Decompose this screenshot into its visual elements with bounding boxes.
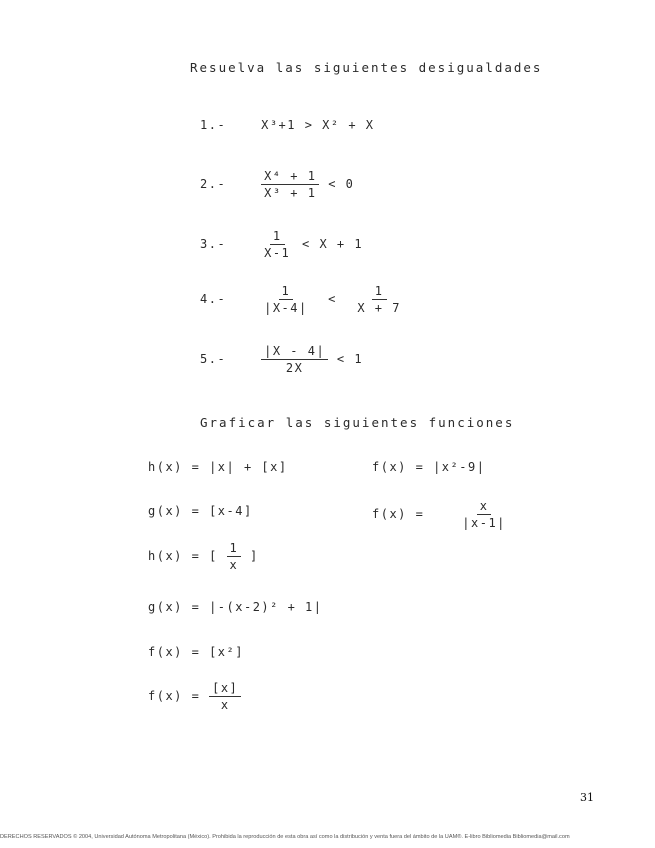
copyright-footer: DERECHOS RESERVADOS © 2004, Universidad Autónoma Metropolitana (México). Prohibida la reproducción de esta obra así como la distribución y venta fuera del ámbito de la UAM®. E-libro Bibliomedia Bibliomedia@mail.com: [0, 834, 570, 840]
fraction-denominator: 2X: [285, 360, 304, 375]
inequality-label: 4.-: [200, 292, 227, 307]
inequality-relation: < 0: [328, 177, 355, 192]
inequality-label: 3.-: [200, 237, 227, 252]
fraction: [261, 170, 319, 199]
inequality-2: [200, 170, 354, 199]
fraction-numerator: x: [477, 500, 492, 515]
fraction-numerator: X⁴ + 1: [261, 170, 319, 185]
inequality-4: [200, 285, 404, 314]
inequality-3: [200, 230, 363, 259]
inequality-1: [200, 118, 375, 132]
function-f-floor-x2: f(x) = [x²]: [148, 645, 244, 659]
inequality-label: 5.-: [200, 352, 227, 367]
function-f-x-over-abs: [372, 500, 509, 529]
function-g-abs-quadratic: g(x) = |-(x-2)² + 1|: [148, 600, 323, 614]
inequality-relation: <: [328, 292, 337, 307]
fraction: [261, 345, 328, 374]
fraction-denominator: |X-4|: [264, 300, 308, 315]
fraction-denominator: X-1: [264, 245, 291, 260]
fraction: [209, 682, 241, 711]
fraction: [261, 230, 293, 259]
inequality-label: 2.-: [200, 177, 227, 192]
fraction-denominator: |x-1|: [462, 515, 506, 530]
fraction-denominator: X³ + 1: [264, 185, 317, 200]
fraction-numerator: |X - 4|: [261, 345, 328, 360]
fraction-numerator: 1: [372, 285, 387, 300]
fraction: [227, 542, 242, 571]
function-rhs: ]: [250, 549, 259, 564]
inequality-expression: X³+1 > X² + X: [261, 118, 375, 132]
function-g-floor-x-4: g(x) = [x-4]: [148, 504, 253, 518]
heading-graphs: Graficar las siguientes funciones: [200, 415, 515, 430]
fraction-numerator: 1: [279, 285, 294, 300]
fraction-numerator: 1: [227, 542, 242, 557]
fraction-numerator: [x]: [209, 682, 241, 697]
inequality-5: [200, 345, 363, 374]
function-f-abs-x2-9: f(x) = |x²-9|: [372, 460, 486, 474]
inequality-relation: < 1: [336, 352, 364, 367]
function-h-abs-floor: h(x) = |x| + [x]: [148, 460, 288, 474]
fraction-numerator: 1: [270, 230, 285, 245]
fraction-denominator: X + 7: [357, 300, 401, 315]
fraction-denominator: x: [229, 557, 239, 572]
function-lhs: f(x) =: [148, 689, 201, 704]
function-h-floor-1-over-x: [148, 542, 259, 571]
page-number: 31: [580, 791, 594, 804]
function-f-floor-over-x: [148, 682, 241, 711]
function-lhs: f(x) =: [372, 507, 425, 522]
inequality-relation: < X + 1: [302, 237, 364, 252]
fraction: [459, 500, 509, 529]
heading-inequalities: Resuelva las siguientes desigualdades: [190, 60, 543, 75]
fraction-right: [354, 285, 404, 314]
inequality-label: 1.-: [200, 118, 227, 132]
fraction-denominator: x: [220, 697, 230, 712]
fraction-left: [261, 285, 311, 314]
function-lhs: h(x) = [: [148, 549, 218, 564]
